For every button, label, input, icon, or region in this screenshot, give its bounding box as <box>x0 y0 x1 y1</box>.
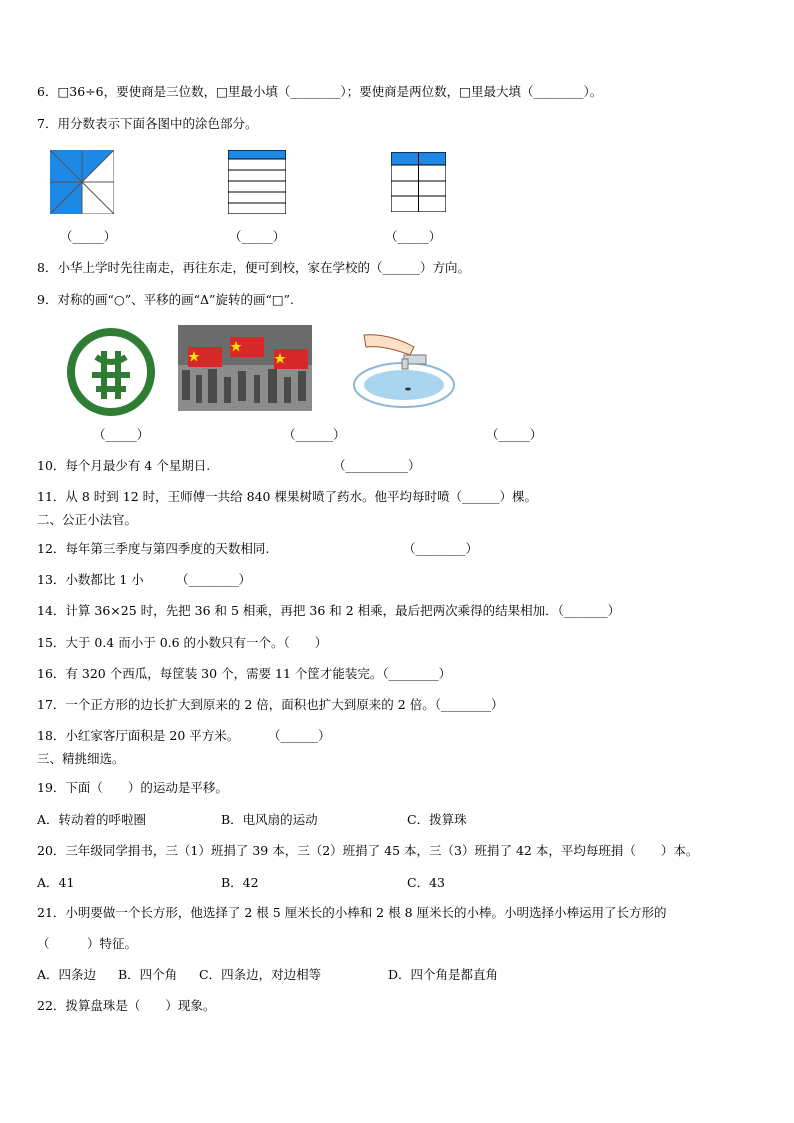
q21-option-a[interactable]: A．四条边 <box>37 967 97 982</box>
question-6: 6．□36÷6，要使商是三位数，□里最小填（________）；要使商是两位数，□里最大填（________）。 <box>37 84 603 99</box>
q20-option-b[interactable]: B．42 <box>221 875 259 890</box>
q9-blank-1[interactable]: （_____） <box>93 427 150 442</box>
question-16: 16．有 320 个西瓜，每筐装 30 个，需要 11 个筐才能装完。（________） <box>37 666 452 681</box>
question-14: 14．计算 36×25 时，先把 36 和 5 相乘，再把 36 和 2 相乘，最后把两次乘得的结果相加．（_______） <box>37 603 621 618</box>
question-18: 18．小红家客厅面积是 20 平方米。 <box>37 728 240 743</box>
question-11: 11．从 8 时到 12 时，王师傅一共给 840 棵果树喷了药水。他平均每时喷（______）棵。 <box>37 489 537 504</box>
q21-option-c[interactable]: C．四条边，对边相等 <box>199 967 322 982</box>
q9-blank-2[interactable]: （______） <box>283 427 346 442</box>
q20-option-a[interactable]: A．41 <box>37 875 75 890</box>
fraction-figure-square <box>50 150 114 214</box>
question-19: 19．下面（ ）的运动是平移。 <box>37 780 228 795</box>
q19-option-a[interactable]: A．转动着的呼啦圈 <box>37 812 147 827</box>
q7-blank-2[interactable]: （_____） <box>229 229 286 244</box>
fraction-figure-grid <box>391 152 446 212</box>
fraction-figure-strips <box>228 150 286 214</box>
section-2-heading: 二、公正小法官。 <box>37 512 138 527</box>
question-15: 15．大于 0.4 而小于 0.6 的小数只有一个。（ ） <box>37 635 328 650</box>
q7-blank-1[interactable]: （_____） <box>60 229 117 244</box>
bank-logo-image <box>64 327 158 417</box>
q18-blank[interactable]: （______） <box>268 728 331 743</box>
q10-blank[interactable]: （__________） <box>333 458 421 473</box>
question-12: 12．每年第三季度与第四季度的天数相同. <box>37 541 270 556</box>
q21-option-b[interactable]: B．四个角 <box>118 967 178 982</box>
question-9: 9．对称的画“○”、平移的画“Δ”旋转的画“□”. <box>37 292 295 307</box>
question-20: 20．三年级同学捐书，三（1）班捐了 39 本，三（2）班捐了 45 本，三（3）班捐了 42 本，平均每班捐（ ）本。 <box>37 843 699 858</box>
question-21-line2: （ ）特征。 <box>37 936 138 951</box>
question-7: 7．用分数表示下面各图中的涂色部分。 <box>37 116 258 131</box>
question-8: 8．小华上学时先往南走，再往东走，便可到校，家在学校的（______）方向。 <box>37 260 470 275</box>
question-21-line1: 21．小明要做一个长方形，他选择了 2 根 5 厘米长的小棒和 2 根 8 厘米长的小棒。小明选择小棒运用了长方形的 <box>37 905 667 920</box>
question-10: 10．每个月最少有 4 个星期日. <box>37 458 211 473</box>
q19-option-b[interactable]: B．电风扇的运动 <box>221 812 318 827</box>
flags-photo-image <box>178 325 312 411</box>
sink-faucet-image <box>344 325 460 411</box>
q20-option-c[interactable]: C．43 <box>407 875 445 890</box>
question-17: 17．一个正方形的边长扩大到原来的 2 倍，面积也扩大到原来的 2 倍。（________） <box>37 697 504 712</box>
q21-option-d[interactable]: D．四个角是都直角 <box>388 967 499 982</box>
q9-blank-3[interactable]: （_____） <box>486 427 543 442</box>
q7-blank-3[interactable]: （_____） <box>385 229 442 244</box>
q19-option-c[interactable]: C．拨算珠 <box>407 812 467 827</box>
section-3-heading: 三、精挑细选。 <box>37 751 125 766</box>
question-13: 13．小数都比 1 小 <box>37 572 144 587</box>
question-22: 22．拨算盘珠是（ ）现象。 <box>37 998 216 1013</box>
q13-blank[interactable]: （________） <box>176 572 252 587</box>
q12-blank[interactable]: （________） <box>403 541 479 556</box>
